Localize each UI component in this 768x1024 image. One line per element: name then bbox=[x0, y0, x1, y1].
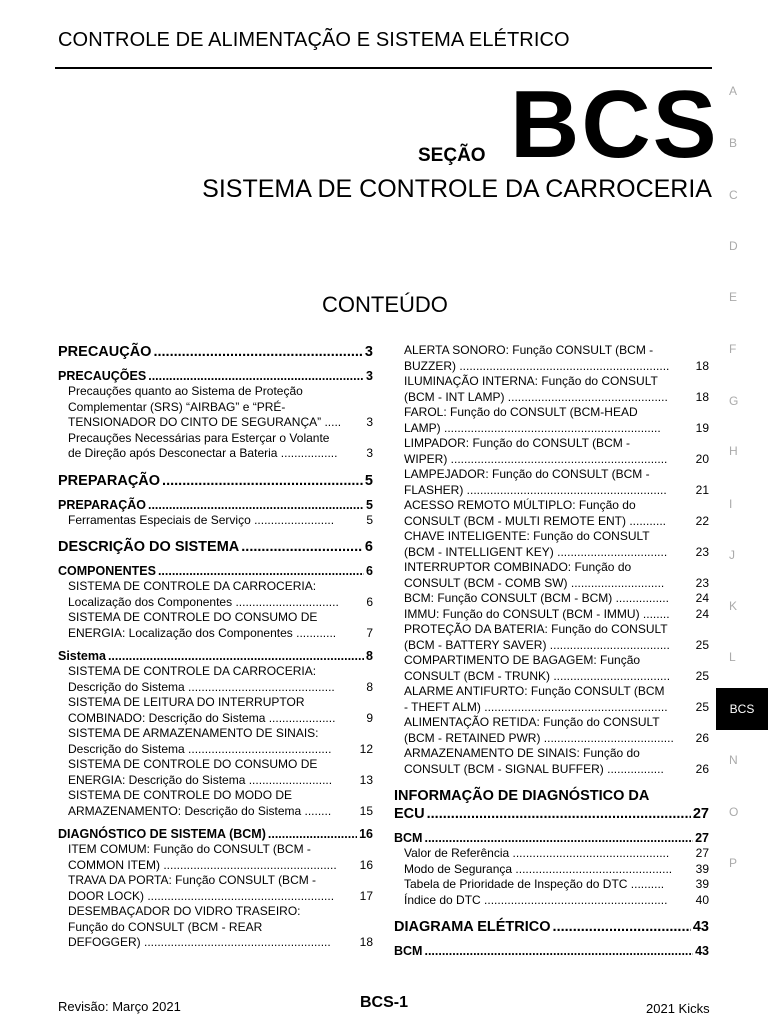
toc-entry-line: ITEM COMUM: Função do CONSULT (BCM - bbox=[68, 842, 311, 856]
toc-page-number: 26 bbox=[695, 761, 709, 776]
section-code: BCS bbox=[510, 71, 719, 178]
toc-entry-line: (BCM - BATTERY SAVER) .................................... bbox=[404, 637, 670, 652]
side-index-letter[interactable]: A bbox=[729, 84, 738, 98]
toc-page-number: 13 bbox=[359, 772, 373, 787]
toc-entry[interactable] bbox=[58, 384, 373, 431]
toc-chapter[interactable] bbox=[394, 805, 709, 823]
toc-entry-line: TRAVA DA PORTA: Função CONSULT (BCM - bbox=[68, 873, 317, 887]
toc-page-number: 43 bbox=[692, 919, 709, 935]
toc-page-number: 18 bbox=[695, 358, 709, 373]
toc-page-number: 3 bbox=[366, 415, 373, 429]
toc-page-number: 6 bbox=[366, 594, 373, 609]
toc-entry[interactable] bbox=[58, 842, 373, 873]
section-name: SISTEMA DE CONTROLE DA CARROCERIA bbox=[202, 175, 712, 203]
side-index-letter[interactable]: O bbox=[729, 805, 739, 819]
toc-page-number: 7 bbox=[366, 625, 373, 640]
toc-entry-line: IMMU: Função do CONSULT (BCM - IMMU) ........ bbox=[404, 606, 670, 621]
toc-page-number: 39 bbox=[695, 877, 709, 891]
toc-page-number: 3 bbox=[366, 369, 373, 383]
dot-leader bbox=[424, 831, 693, 846]
toc-page-number: 23 bbox=[695, 575, 709, 590]
toc-page-number: 27 bbox=[695, 831, 709, 845]
toc-level1-block bbox=[58, 538, 373, 556]
toc-chapter[interactable] bbox=[394, 918, 709, 936]
toc-entry[interactable] bbox=[394, 343, 709, 374]
dot-leader bbox=[241, 538, 363, 556]
toc-level2-block bbox=[58, 498, 373, 513]
toc-entry-line: WIPER) ................................................................. bbox=[404, 451, 668, 466]
toc-entry-line: (BCM - RETAINED PWR) ....................................... bbox=[404, 730, 674, 745]
toc-entry[interactable] bbox=[394, 877, 709, 893]
toc-page-number: 19 bbox=[695, 420, 709, 435]
toc-entry[interactable] bbox=[58, 726, 373, 757]
toc-level2-block bbox=[394, 831, 709, 846]
toc-subchapter[interactable] bbox=[58, 498, 373, 513]
toc-page-number: 5 bbox=[364, 472, 373, 489]
dot-leader bbox=[424, 944, 693, 959]
toc-entry-line: ARMAZENAMENTO DE SINAIS: Função do bbox=[404, 746, 640, 760]
toc-page-number: 22 bbox=[695, 513, 709, 528]
side-index-letter[interactable]: N bbox=[729, 753, 738, 767]
dot-leader bbox=[153, 343, 362, 361]
toc-entry-line: SISTEMA DE CONTROLE DO CONSUMO DE bbox=[68, 610, 318, 624]
toc-page-number: 8 bbox=[366, 649, 373, 663]
toc-entry-line: ARMAZENAMENTO: Descrição do Sistema ........ bbox=[68, 803, 332, 818]
dot-leader bbox=[108, 649, 364, 664]
toc-page-number: 23 bbox=[695, 544, 709, 559]
toc-entry[interactable] bbox=[394, 846, 709, 862]
toc-level2-block bbox=[58, 564, 373, 579]
toc-entry[interactable] bbox=[394, 893, 709, 909]
toc-entry-line: SISTEMA DE LEITURA DO INTERRUPTOR bbox=[68, 695, 305, 709]
toc-heading-text: PREPARAÇÃO bbox=[58, 472, 161, 489]
toc-entry-line: Precauções quanto ao Sistema de Proteção bbox=[68, 384, 303, 398]
toc-chapter[interactable] bbox=[58, 538, 373, 556]
toc-page-number: 5 bbox=[366, 512, 373, 527]
toc-heading-text: Sistema bbox=[58, 649, 106, 663]
toc-entry[interactable] bbox=[394, 746, 709, 777]
toc-entry[interactable] bbox=[58, 757, 373, 788]
toc-entry[interactable] bbox=[58, 904, 373, 951]
toc-entry-line: Valor de Referência ............................................... bbox=[404, 846, 670, 860]
dot-leader bbox=[148, 498, 364, 513]
side-index-letter[interactable]: P bbox=[729, 856, 738, 870]
toc-page-number: 43 bbox=[695, 944, 709, 958]
toc-entry[interactable] bbox=[394, 684, 709, 715]
footer-model: 2021 Kicks bbox=[646, 1001, 710, 1016]
side-index-letter[interactable]: D bbox=[729, 239, 738, 253]
toc-entry[interactable] bbox=[58, 610, 373, 641]
toc-entry[interactable] bbox=[394, 529, 709, 560]
toc-subchapter[interactable] bbox=[58, 369, 373, 384]
toc-entry[interactable] bbox=[394, 862, 709, 878]
dot-leader bbox=[427, 805, 691, 823]
toc-entry-line: PROTEÇÃO DA BATERIA: Função do CONSULT bbox=[404, 622, 668, 636]
toc-page-number: 6 bbox=[364, 539, 373, 555]
toc-page-number: 15 bbox=[359, 803, 373, 818]
toc-entry-line: COMBINADO: Descrição do Sistema .................... bbox=[68, 710, 336, 725]
toc-page-number: 5 bbox=[366, 497, 373, 512]
toc-entry-line: CHAVE INTELIGENTE: Função do CONSULT bbox=[404, 529, 650, 543]
toc-page-number: 3 bbox=[366, 446, 373, 460]
toc-heading-text: DIAGRAMA ELÉTRICO bbox=[394, 919, 551, 935]
toc-left-column bbox=[58, 343, 373, 951]
toc-page-number: 24 bbox=[695, 591, 709, 605]
toc-entry-line: COMMON ITEM) .................................................... bbox=[68, 857, 337, 872]
toc-entry-line: ALIMENTAÇÃO RETIDA: Função do CONSULT bbox=[404, 715, 660, 729]
toc-page-number: 18 bbox=[695, 389, 709, 404]
toc-entry[interactable] bbox=[58, 431, 373, 462]
toc-page-number: 27 bbox=[695, 846, 709, 860]
toc-page-number: 24 bbox=[695, 606, 709, 621]
side-index-letter[interactable]: B bbox=[729, 136, 738, 150]
toc-page-number: 25 bbox=[695, 668, 709, 683]
toc-entry-line: CONSULT (BCM - MULTI REMOTE ENT) ........... bbox=[404, 513, 667, 528]
toc-subchapter[interactable] bbox=[394, 944, 709, 959]
toc-page-number: 8 bbox=[366, 679, 373, 694]
toc-entry-line: SISTEMA DE CONTROLE DO CONSUMO DE bbox=[68, 757, 318, 771]
contents-title: CONTEÚDO bbox=[322, 292, 448, 317]
toc-page-number: 21 bbox=[695, 482, 709, 497]
toc-page-number: 3 bbox=[364, 344, 373, 360]
toc-entry-line: SISTEMA DE CONTROLE DA CARROCERIA: bbox=[68, 664, 317, 678]
toc-entry-line: SISTEMA DE CONTROLE DO MODO DE bbox=[68, 788, 293, 802]
side-index-letter[interactable]: J bbox=[729, 548, 735, 562]
toc-entry-line: Descrição do Sistema ........................................... bbox=[68, 741, 332, 756]
toc-level2-block bbox=[58, 369, 373, 384]
toc-subchapter[interactable] bbox=[58, 827, 373, 842]
toc-entry[interactable] bbox=[58, 873, 373, 904]
toc-page-number: 16 bbox=[359, 827, 373, 841]
toc-page-number: 25 bbox=[695, 637, 709, 652]
side-index-letter[interactable]: C bbox=[729, 188, 738, 202]
toc-entry-line: de Direção após Desconectar a Bateria ................. bbox=[68, 446, 338, 460]
toc-entry-line: ACESSO REMOTO MÚLTIPLO: Função do bbox=[404, 498, 636, 512]
toc-page-number: 16 bbox=[359, 857, 373, 872]
toc-level2-block bbox=[58, 649, 373, 664]
toc-entry-line: (BCM - INTELLIGENT KEY) ................................. bbox=[404, 544, 668, 559]
toc-heading-text: PRECAUÇÕES bbox=[58, 369, 147, 383]
toc-entry[interactable] bbox=[394, 653, 709, 684]
toc-level1-block bbox=[58, 343, 373, 361]
toc-heading-text: DESCRIÇÃO DO SISTEMA bbox=[58, 539, 240, 555]
toc-level2-block bbox=[58, 827, 373, 842]
toc-entry-line: TENSIONADOR DO CINTO DE SEGURANÇA” ..... bbox=[68, 415, 342, 429]
toc-entry[interactable] bbox=[58, 664, 373, 695]
toc-page-number: 12 bbox=[359, 741, 373, 756]
toc-entry-line: SISTEMA DE CONTROLE DA CARROCERIA: bbox=[68, 579, 317, 593]
dot-leader bbox=[268, 827, 357, 842]
toc-entry[interactable] bbox=[394, 591, 709, 607]
footer-page-id: BCS-1 bbox=[360, 994, 409, 1011]
toc-page-number: 25 bbox=[695, 699, 709, 714]
toc-entry-line: ALERTA SONORO: Função CONSULT (BCM - bbox=[404, 343, 654, 357]
toc-subchapter[interactable] bbox=[58, 564, 373, 579]
toc-entry-line: DESEMBAÇADOR DO VIDRO TRASEIRO: bbox=[68, 904, 301, 918]
toc-entry-line: ILUMINAÇÃO INTERNA: Função do CONSULT bbox=[404, 374, 658, 388]
toc-heading-text: ECU bbox=[394, 806, 425, 822]
toc-level1-block bbox=[394, 787, 709, 823]
toc-entry-line: Descrição do Sistema ............................................ bbox=[68, 679, 335, 694]
toc-heading-text: BCM bbox=[394, 831, 423, 845]
toc-heading-text: COMPONENTES bbox=[58, 564, 156, 578]
toc-heading-text: BCM bbox=[394, 944, 423, 958]
toc-page-number: 27 bbox=[692, 806, 709, 822]
toc-entry[interactable] bbox=[394, 498, 709, 529]
toc-entry[interactable] bbox=[58, 788, 373, 819]
toc-entry[interactable] bbox=[58, 513, 373, 529]
toc-entry-line: FLASHER) ............................................................ bbox=[404, 482, 667, 497]
toc-entry-line: (BCM - INT LAMP) ................................................ bbox=[404, 389, 668, 404]
side-index-letter[interactable]: G bbox=[729, 394, 739, 408]
toc-page-number: 40 bbox=[695, 892, 709, 907]
toc-subchapter[interactable] bbox=[394, 831, 709, 846]
toc-entry-line: Complementar (SRS) “AIRBAG” e “PRÉ- bbox=[68, 399, 286, 414]
toc-heading-text: INFORMAÇÃO DE DIAGNÓSTICO DA bbox=[394, 788, 650, 804]
side-index-active-tab[interactable]: BCS bbox=[716, 688, 768, 730]
toc-entry-line: FAROL: Função do CONSULT (BCM-HEAD bbox=[404, 405, 638, 419]
side-index-letter[interactable]: K bbox=[729, 599, 738, 613]
toc-entry[interactable] bbox=[58, 695, 373, 726]
toc-page-number: 9 bbox=[366, 710, 373, 725]
toc-entry[interactable] bbox=[394, 715, 709, 746]
toc-subchapter[interactable] bbox=[58, 649, 373, 664]
dot-leader bbox=[553, 918, 691, 936]
toc-level1-block bbox=[394, 918, 709, 936]
toc-entry-line: ENERGIA: Localização dos Componentes ............ bbox=[68, 625, 337, 640]
toc-entry[interactable] bbox=[58, 579, 373, 610]
side-index-letter[interactable]: E bbox=[729, 290, 738, 304]
toc-entry-line: COMPARTIMENTO DE BAGAGEM: Função bbox=[404, 653, 641, 667]
toc-entry-line: ALARME ANTIFURTO: Função CONSULT (BCM bbox=[404, 684, 665, 698]
toc-page-number: 17 bbox=[359, 888, 373, 903]
toc-page-number: 39 bbox=[695, 861, 709, 876]
toc-entry-line: CONSULT (BCM - SIGNAL BUFFER) ................. bbox=[404, 761, 664, 776]
toc-entry-line: Localização dos Componentes ............................... bbox=[68, 594, 339, 609]
toc-entry-line: INTERRUPTOR COMBINADO: Função do bbox=[404, 560, 632, 574]
toc-right-column bbox=[394, 343, 709, 959]
dot-leader bbox=[158, 564, 364, 579]
toc-chapter[interactable] bbox=[58, 343, 373, 361]
toc-entry-line: LIMPADOR: Função do CONSULT (BCM - bbox=[404, 436, 631, 450]
toc-entry-line: BCM: Função CONSULT (BCM - BCM) ................ bbox=[404, 591, 669, 605]
toc-level1-block bbox=[58, 472, 373, 490]
header-rule bbox=[55, 67, 712, 69]
toc-entry-line: ENERGIA: Descrição do Sistema ......................... bbox=[68, 772, 333, 787]
toc-heading-line bbox=[394, 787, 709, 805]
toc-entry-line: SISTEMA DE ARMAZENAMENTO DE SINAIS: bbox=[68, 726, 319, 740]
side-index-letter[interactable]: H bbox=[729, 444, 738, 458]
toc-entry-line: LAMP) ................................................................. bbox=[404, 420, 661, 435]
toc-entry[interactable] bbox=[394, 467, 709, 498]
toc-level2-block bbox=[394, 944, 709, 959]
toc-page-number: 6 bbox=[366, 564, 373, 578]
toc-chapter[interactable] bbox=[58, 472, 373, 490]
toc-entry[interactable] bbox=[394, 560, 709, 591]
toc-heading-text: DIAGNÓSTICO DE SISTEMA (BCM) bbox=[58, 827, 266, 841]
toc-entry[interactable] bbox=[394, 622, 709, 653]
toc-entry-line: BUZZER) ............................................................... bbox=[404, 358, 670, 373]
toc-entry-line: Função do CONSULT (BCM - REAR bbox=[68, 919, 263, 934]
dot-leader bbox=[162, 472, 363, 490]
toc-entry-line: CONSULT (BCM - TRUNK) ................................... bbox=[404, 668, 671, 683]
side-index-letter[interactable]: I bbox=[729, 497, 733, 511]
toc-entry-line: Ferramentas Especiais de Serviço ........................ bbox=[68, 512, 335, 527]
toc-heading-text: PREPARAÇÃO bbox=[58, 497, 146, 512]
toc-entry-line: Índice do DTC ....................................................... bbox=[404, 892, 668, 907]
toc-page-number: 18 bbox=[359, 935, 373, 949]
toc-entry-line: Tabela de Prioridade de Inspeção do DTC .......... bbox=[404, 877, 665, 891]
section-word: SEÇÃO bbox=[418, 145, 486, 166]
dot-leader bbox=[148, 369, 364, 384]
side-index-letter[interactable]: F bbox=[729, 342, 737, 356]
toc-page-number: 20 bbox=[695, 451, 709, 466]
toc-entry-line: CONSULT (BCM - COMB SW) ............................ bbox=[404, 575, 665, 590]
side-index-letter[interactable]: L bbox=[729, 650, 736, 664]
header-title: CONTROLE DE ALIMENTAÇÃO E SISTEMA ELÉTRICO bbox=[58, 29, 570, 51]
toc-heading-text: PRECAUÇÃO bbox=[58, 344, 152, 360]
toc-entry-line: - THEFT ALM) ....................................................... bbox=[404, 699, 668, 714]
toc-entry-line: Precauções Necessárias para Esterçar o Volante bbox=[68, 430, 330, 445]
toc-entry[interactable] bbox=[394, 405, 709, 436]
toc-entry-line: DEFOGGER) ........................................................ bbox=[68, 935, 331, 949]
footer-revision: Revisão: Março 2021 bbox=[58, 999, 181, 1014]
toc-entry[interactable] bbox=[394, 436, 709, 467]
toc-entry[interactable] bbox=[394, 607, 709, 623]
toc-entry-line: LAMPEJADOR: Função do CONSULT (BCM - bbox=[404, 467, 650, 481]
toc-entry-line: DOOR LOCK) ........................................................ bbox=[68, 888, 335, 903]
toc-page-number: 26 bbox=[695, 730, 709, 745]
toc-entry[interactable] bbox=[394, 374, 709, 405]
toc-entry-line: Modo de Segurança ............................................... bbox=[404, 861, 673, 876]
